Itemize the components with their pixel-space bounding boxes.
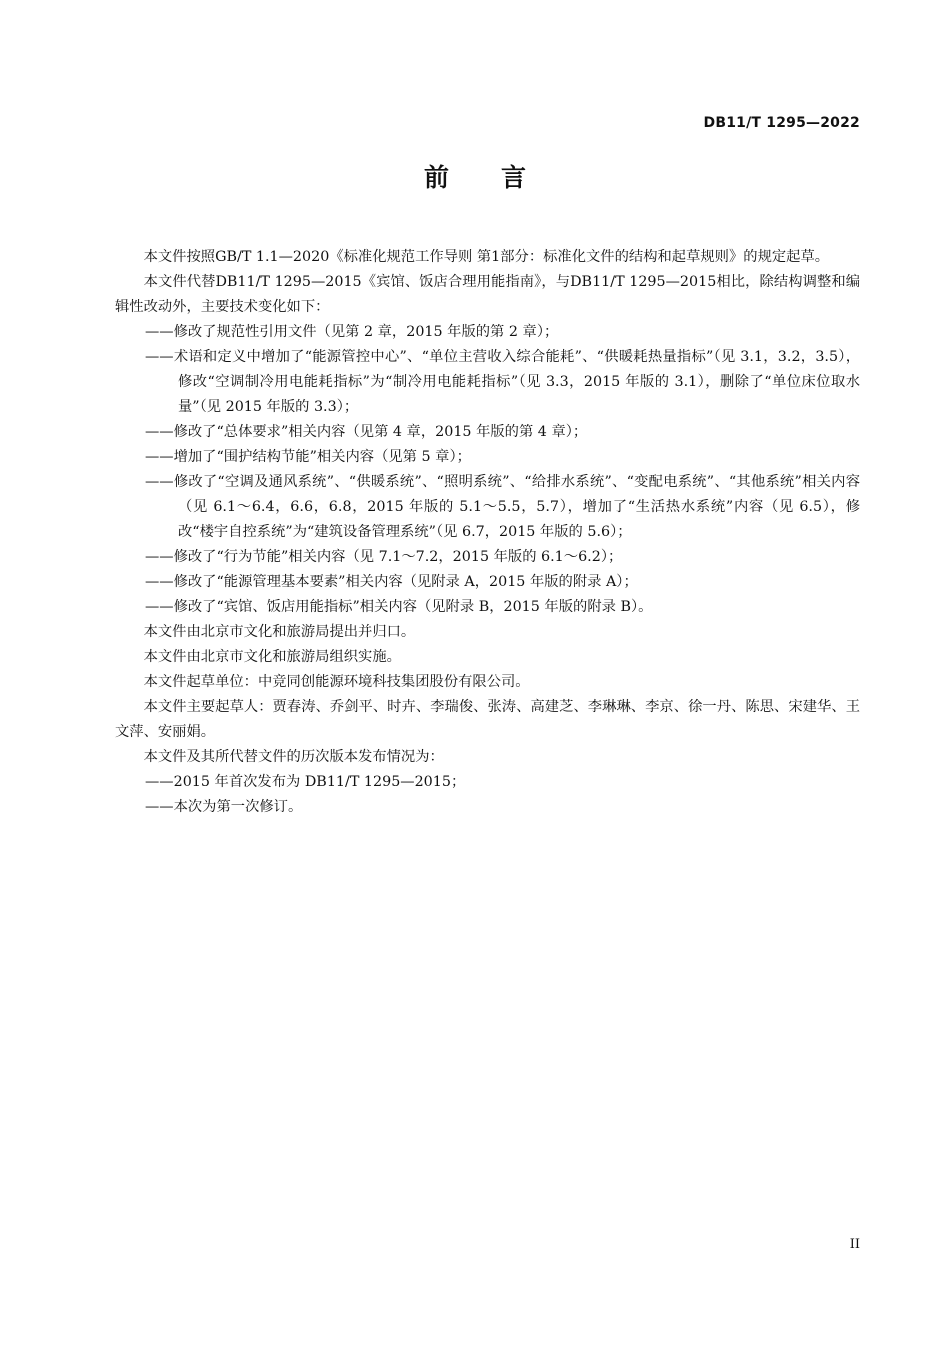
page-number: II: [849, 1237, 860, 1252]
paragraph-drafting-rules: 本文件按照GB/T 1.1—2020《标准化规范工作导则 第1部分：标准化文件的结构和起草规则》的规定起草。: [143, 249, 830, 265]
title-char-2: 言: [501, 163, 527, 192]
history-item: ——2015 年首次发布为 DB11/T 1295—2015；: [145, 774, 466, 790]
paragraph-replacement: 本文件代替DB11/T 1295—2015《宾馆、饭店合理用能指南》，与DB11/T 1295—2015相比，除结构调整和编辑性改动外，主要技术变化如下：: [115, 274, 860, 315]
history-item: ——本次为第一次修订。: [145, 799, 303, 815]
change-item: ——增加了“围护结构节能”相关内容（见第 5 章）；: [145, 449, 471, 465]
foreword-body: [115, 245, 860, 820]
paragraph-history-intro: 本文件及其所代替文件的历次版本发布情况为：: [143, 749, 444, 765]
change-item: ——修改了“宾馆、饭店用能指标”相关内容（见附录 B，2015 年版的附录 B）。: [145, 599, 653, 615]
change-item: ——修改了“能源管理基本要素”相关内容（见附录 A，2015 年版的附录 A）；: [145, 574, 638, 590]
paragraph-drafters: 本文件主要起草人：贾春涛、乔剑平、时卉、李瑞俊、张涛、高建芝、李琳琳、李京、徐一丹、陈思、宋建华、王文萍、安丽娟。: [115, 699, 860, 740]
change-item: ——修改了规范性引用文件（见第 2 章，2015 年版的第 2 章）；: [145, 324, 559, 340]
change-item: ——修改了“空调及通风系统”、“供暖系统”、“照明系统”、“给排水系统”、“变配电系统”、“其他系统”相关内容（见 6.1～6.4，6.6，6.8，2015 年版的 5.1～5.5，5.7），增加了“生活热水系统”内容（见 6.5），修改“楼宇自控系统”为“建筑设备管理系统”（见 6.7，2015 年版的 5.6）；: [145, 474, 860, 540]
change-item: ——修改了“行为节能”相关内容（见 7.1～7.2，2015 年版的 6.1～6.2）；: [145, 549, 623, 565]
title-char-1: 前: [423, 163, 449, 192]
document-code: DB11/T 1295—2022: [703, 115, 860, 131]
change-item: ——术语和定义中增加了“能源管控中心”、“单位主营收入综合能耗”、“供暖耗热量指标”（见 3.1，3.2，3.5），修改“空调制冷用电能耗指标”为“制冷用电能耗指标”（见 3.3，2015 年版的 3.1），删除了“单位床位取水量”（见 2015 年版的 3.3）；: [145, 349, 860, 415]
paragraph-drafting-unit: 本文件起草单位：中竞同创能源环境科技集团股份有限公司。: [143, 674, 530, 690]
change-item: ——修改了“总体要求”相关内容（见第 4 章，2015 年版的第 4 章）；: [145, 424, 588, 440]
page-title: [0, 158, 950, 194]
paragraph-implementer: 本文件由北京市文化和旅游局组织实施。: [143, 649, 401, 665]
paragraph-proposer: 本文件由北京市文化和旅游局提出并归口。: [143, 624, 416, 640]
